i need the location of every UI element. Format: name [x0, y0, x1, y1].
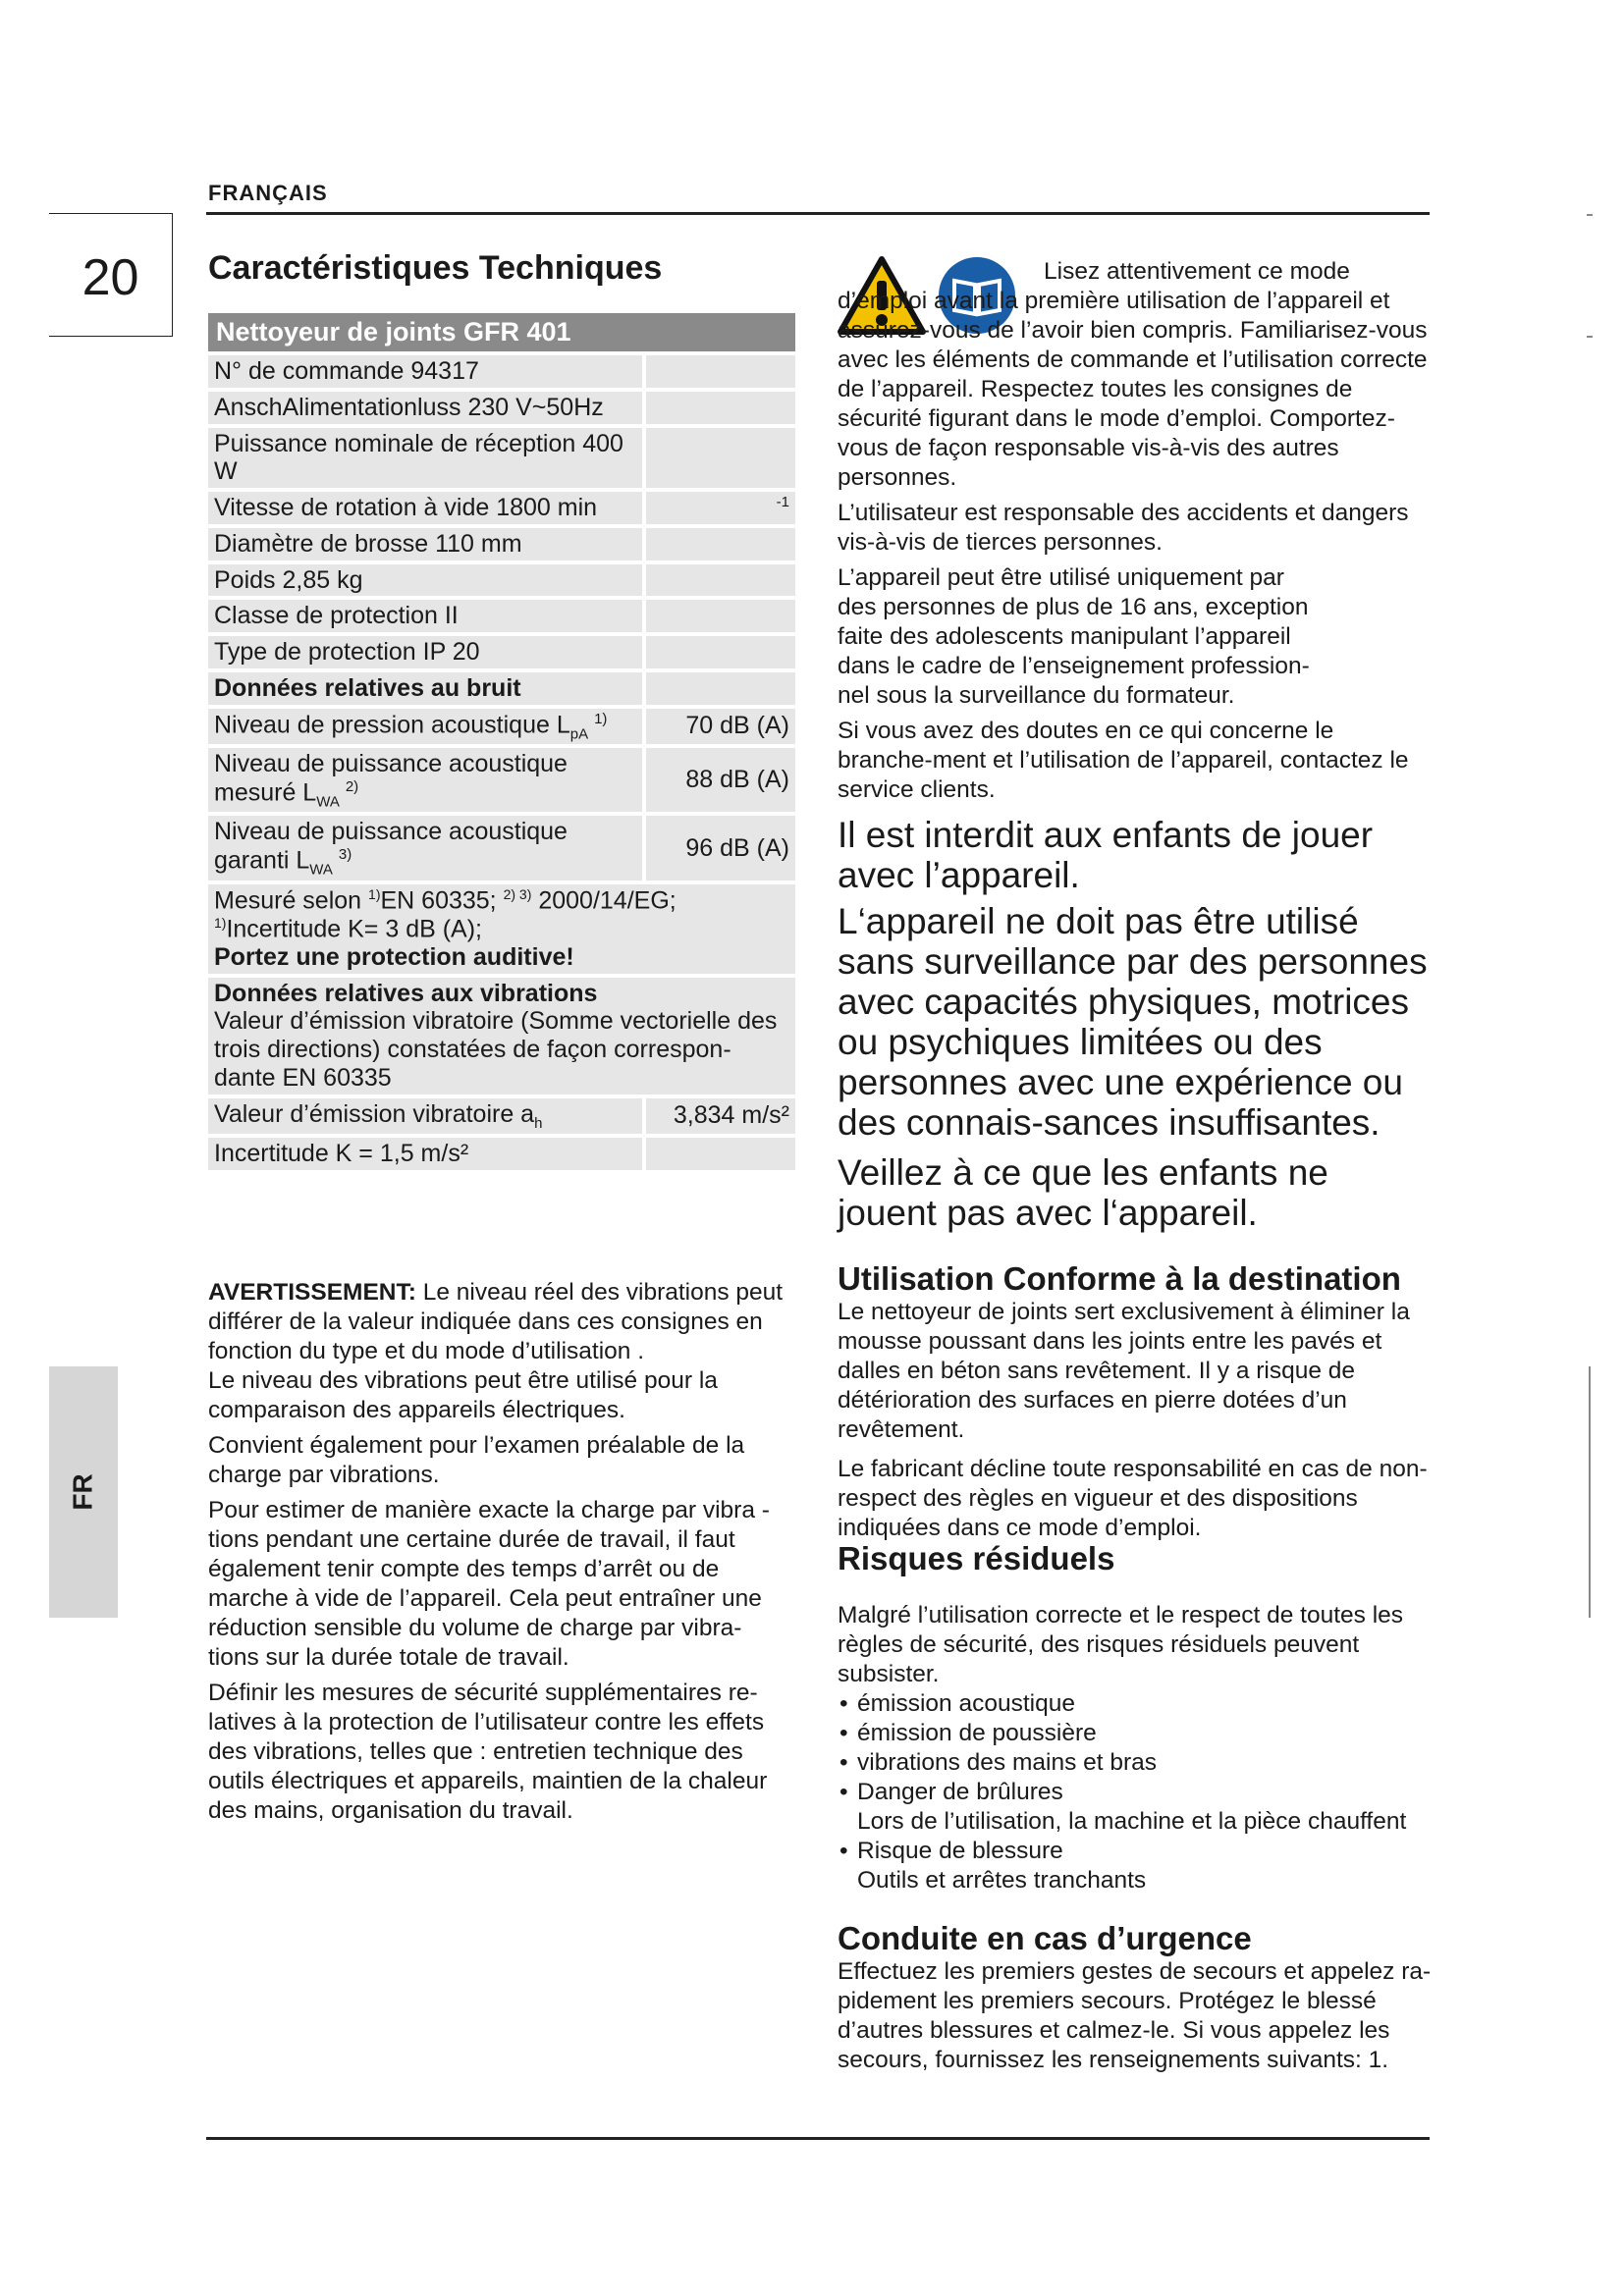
- table-row: Puissance nominale de réception 400 W: [208, 428, 795, 489]
- residual-risks-heading: Risques résiduels: [838, 1540, 1115, 1576]
- residual-risks-section: Risques résiduels Malgré l’utilisation correcte et le respect de toutes les règles de sécurité, des risques résiduels peuvent subsister. • émission acoustique • émission de poussière • vibrations des mains et bras • Danger de brûlures Lors de l’utilisation, la machine et la pièce chauffent • Risque de blessure Outils et arrêtes tranchants: [838, 1544, 1432, 1896]
- top-divider: [206, 212, 1430, 215]
- table-row: Niveau de puissance acoustique garanti $L_{WA}^{3)}$ 96 dB (A): [208, 816, 795, 880]
- vibration-warning-text: AVERTISSEMENT: Le niveau réel des vibrations peut différer de la valeur indiquée dans ces consignes en fonction du type et du mode d’utilisation . Le niveau des vibrations peut être utilisé pour la comparaison des appareils électriques. Convient également pour l’examen préalable de la charge par vibrations. Pour estimer de manière exacte la charge par vibra - tions pendant une certaine durée de travail, il faut également tenir compte des temps d’arrêt ou de marche à vide de l’appareil. Cela peut entraîner une réduction sensible du volume de charge par vibra-tions sur la durée totale de travail. Définir les mesures de sécurité supplémentaires re-latives à la protection de l’utilisateur contre les effets des vibrations, telles que : entretien technique des outils électriques et appareils, maintien de la chaleur des mains, organisation du travail.: [208, 1279, 784, 1824]
- intended-use-section: Utilisation Conforme à la destination Le nettoyeur de joints sert exclusivement à éliminer la mousse poussant dans les joints entre les pavés et dalles en béton sans revêtement. Il y a risque de détérioration des surfaces en pierre dotées d’un revêtement. Le fabricant décline toute responsabilité en cas de non-respect des règles en vigueur et des dispositions indiquées dans ce mode d’emploi.: [838, 1264, 1432, 1549]
- table-row: N° de commande 94317: [208, 355, 795, 388]
- table-row: Poids 2,85 kg: [208, 564, 795, 597]
- supervision-warning: L‘appareil ne doit pas être utilisé sans surveillance par des personnes avec capacités physiques, motrices ou psychiques limitées ou des personnes avec une expérience ou des connais-sances insuffisantes.: [838, 901, 1428, 1143]
- language-side-tab-label: FR: [67, 1473, 98, 1511]
- table-row: Niveau de pression acoustique $L_{pA}^{1)}$ 70 dB (A): [208, 709, 795, 745]
- children-warning: Il est interdit aux enfants de jouer avec l’appareil.: [838, 815, 1374, 895]
- margin-tick: [1587, 214, 1593, 216]
- tech-specs-title: Caractéristiques Techniques: [208, 249, 663, 287]
- hearing-protection-warning: Portez une protection auditive!: [214, 942, 574, 971]
- table-row: Vitesse de rotation à vide 1800 min -1: [208, 492, 795, 524]
- vibration-heading: Données relatives aux vibrations: [214, 979, 598, 1007]
- list-item: • vibrations des mains et bras: [857, 1748, 1432, 1778]
- table-row: Incertitude K = 1,5 m/s²: [208, 1138, 795, 1170]
- residual-risks-list: [838, 1689, 1432, 1896]
- noise-heading: Données relatives au bruit: [208, 672, 646, 705]
- bottom-divider: [206, 2137, 1430, 2140]
- margin-tick: [1587, 336, 1593, 338]
- table-row: Niveau de puissance acoustique mesuré $L_{WA}^{2)}$ 88 dB (A): [208, 748, 795, 812]
- children-play-warning: Veillez à ce que les enfants ne jouent pas avec l‘appareil.: [838, 1152, 1328, 1233]
- list-item: • émission acoustique: [857, 1689, 1432, 1719]
- table-row: Mesuré selon $^{1)}$EN 60335; $^{2) 3)}$ 2000/14/EG; $^{1)}$Incertitude K= 3 dB (A); Portez une protection auditive!: [208, 884, 795, 974]
- intended-use-heading: Utilisation Conforme à la destination: [838, 1260, 1401, 1297]
- margin-marker: [1589, 1366, 1591, 1618]
- page-number: 20: [81, 249, 139, 306]
- table-row: Diamètre de brosse 110 mm: [208, 528, 795, 561]
- tech-specs-table: [208, 309, 795, 1174]
- table-row: AnschAlimentationluss 230 V~50Hz: [208, 392, 795, 424]
- list-item: • émission de poussière: [857, 1719, 1432, 1748]
- table-row: [208, 672, 795, 705]
- table-row: Valeur d’émission vibratoire $a_h$ 3,834 m/s²: [208, 1098, 795, 1134]
- list-item: • Risque de blessure Outils et arrêtes tranchants: [857, 1837, 1432, 1896]
- emergency-heading: Conduite en cas d’urgence: [838, 1920, 1252, 1956]
- list-item: • Danger de brûlures Lors de l’utilisation, la machine et la pièce chauffent: [857, 1778, 1432, 1837]
- safety-instructions: Lisez attentivement ce mode d’emploi avant la première utilisation de l’appareil et assurez-vous de l’avoir bien compris. Familiarisez-vous avec les éléments de commande et l’utilisation correcte de l’appareil. Respectez toutes les consignes de sécurité figurant dans le mode d’emploi. Comportez-vous de façon responsable vis-à-vis des autres personnes. L’utilisateur est responsable des accidents et dangers vis-à-vis de tierces personnes. L’appareil peut être utilisé uniquement par des personnes de plus de 16 ans, exception faite des adolescents manipulant l’appareil dans le cadre de l’enseignement profession-nel sous la surveillance du formateur. Si vous avez des doutes en ce qui concerne le branche-ment et l’utilisation de l’appareil, contactez le service clients. Il est interdit aux enfants de jouer avec l’appareil. L‘appareil ne doit pas être utilisé sans surveillance par des personnes avec capacités physiques, motrices ou psychiques limitées ou des personnes avec une expérience ou des connais-sances insuffisantes. Veillez à ce que les enfants ne jouent pas avec l‘appareil.: [838, 257, 1432, 1239]
- emergency-section: Conduite en cas d’urgence Effectuez les premiers gestes de secours et appelez ra-pidement les premiers secours. Protégez le blessé d’autres blessures et calmez-le. Si vous appelez les secours, fournissez les renseignements suivants: 1.: [838, 1920, 1432, 2073]
- warning-label: AVERTISSEMENT:: [208, 1279, 416, 1306]
- table-row: Type de protection IP 20: [208, 636, 795, 668]
- table-row: Données relatives aux vibrations Valeur d’émission vibratoire (Somme vectorielle des trois directions) constatées de façon correspon-dante EN 60335: [208, 978, 795, 1095]
- section-language-header: FRANÇAIS: [208, 181, 328, 205]
- table-row: Classe de protection II: [208, 600, 795, 632]
- product-name: Nettoyeur de joints GFR 401: [208, 313, 795, 351]
